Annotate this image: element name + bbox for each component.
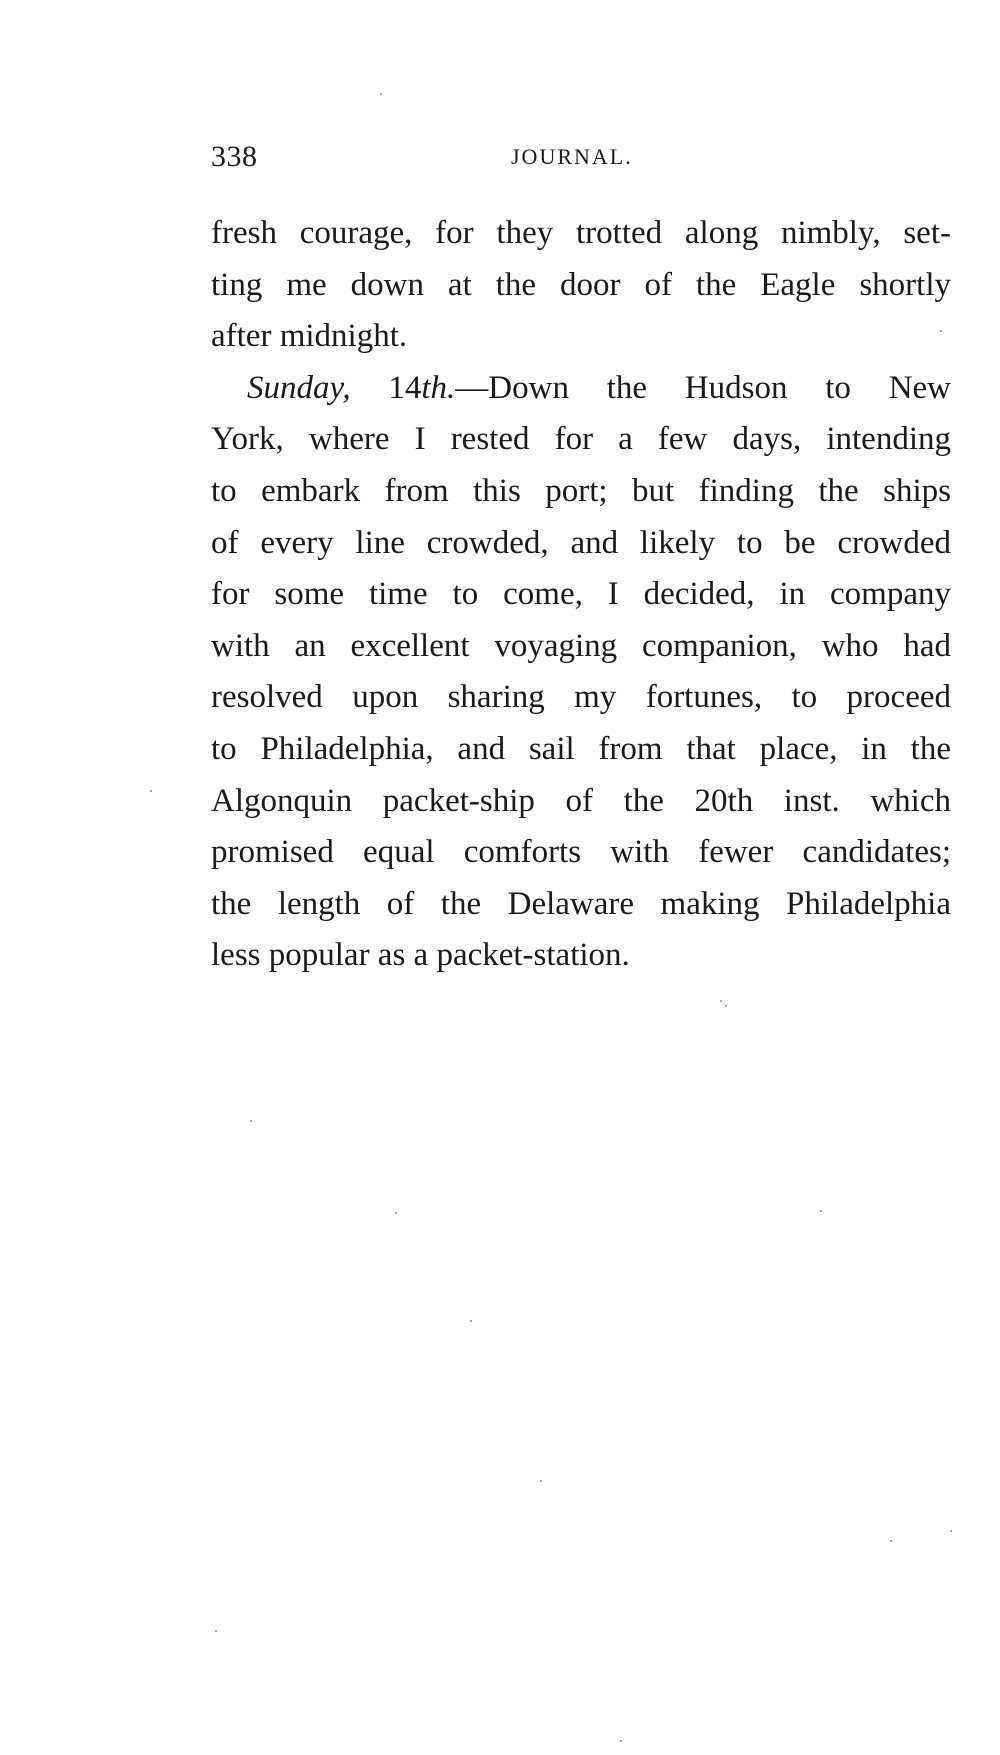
text-line: fresh courage, for they trotted along nimbly, set- (211, 215, 951, 251)
text-line: the length of the Delaware making Philadelphia (211, 885, 951, 922)
paper-speck (250, 1120, 252, 1122)
paper-speck (150, 790, 152, 792)
text-line: Algonquin packet-ship of the 20th inst. which (211, 782, 951, 819)
paragraph-2 (211, 363, 951, 982)
paper-speck (940, 330, 942, 332)
paper-speck (950, 1530, 952, 1532)
running-head (211, 140, 951, 180)
paper-speck (470, 1320, 472, 1322)
paper-speck (725, 1005, 727, 1007)
paper-speck (380, 93, 382, 95)
paper-speck (820, 1210, 822, 1212)
date-suffix: th. (421, 369, 456, 406)
body-text (211, 208, 951, 982)
text-line: less popular as a packet-station. (211, 937, 630, 974)
paper-speck (395, 1212, 397, 1214)
text-line: to embark from this port; but finding the ships (211, 472, 951, 509)
entry-text: —Down the Hudson to New (455, 369, 951, 406)
paper-speck (620, 1740, 622, 1742)
text-line: after midnight. (211, 318, 408, 355)
date-weekday: Sunday, (247, 369, 351, 406)
running-title: JOURNAL. (511, 144, 633, 169)
text-line: York, where I rested for a few days, intending (211, 421, 951, 458)
text-line: for some time to come, I decided, in company (211, 576, 951, 613)
text-line: of every line crowded, and likely to be crowded (211, 524, 951, 561)
text-line: ting me down at the door of the Eagle shortly (211, 266, 951, 303)
paper-speck (890, 1540, 892, 1542)
text-line-dated (211, 363, 951, 415)
text-line: with an excellent voyaging companion, who had (211, 627, 951, 664)
paper-speck (720, 1000, 722, 1002)
text-line: resolved upon sharing my fortunes, to proceed (211, 679, 951, 716)
page-number: 338 (211, 140, 258, 173)
date-day: 14 (350, 369, 422, 406)
paper-speck (540, 1480, 542, 1482)
text-line: to Philadelphia, and sail from that place, in the (211, 730, 951, 767)
paragraph-1 (211, 208, 951, 363)
text-line: promised equal comforts with fewer candidates; (211, 834, 951, 871)
paper-speck (215, 1630, 217, 1632)
